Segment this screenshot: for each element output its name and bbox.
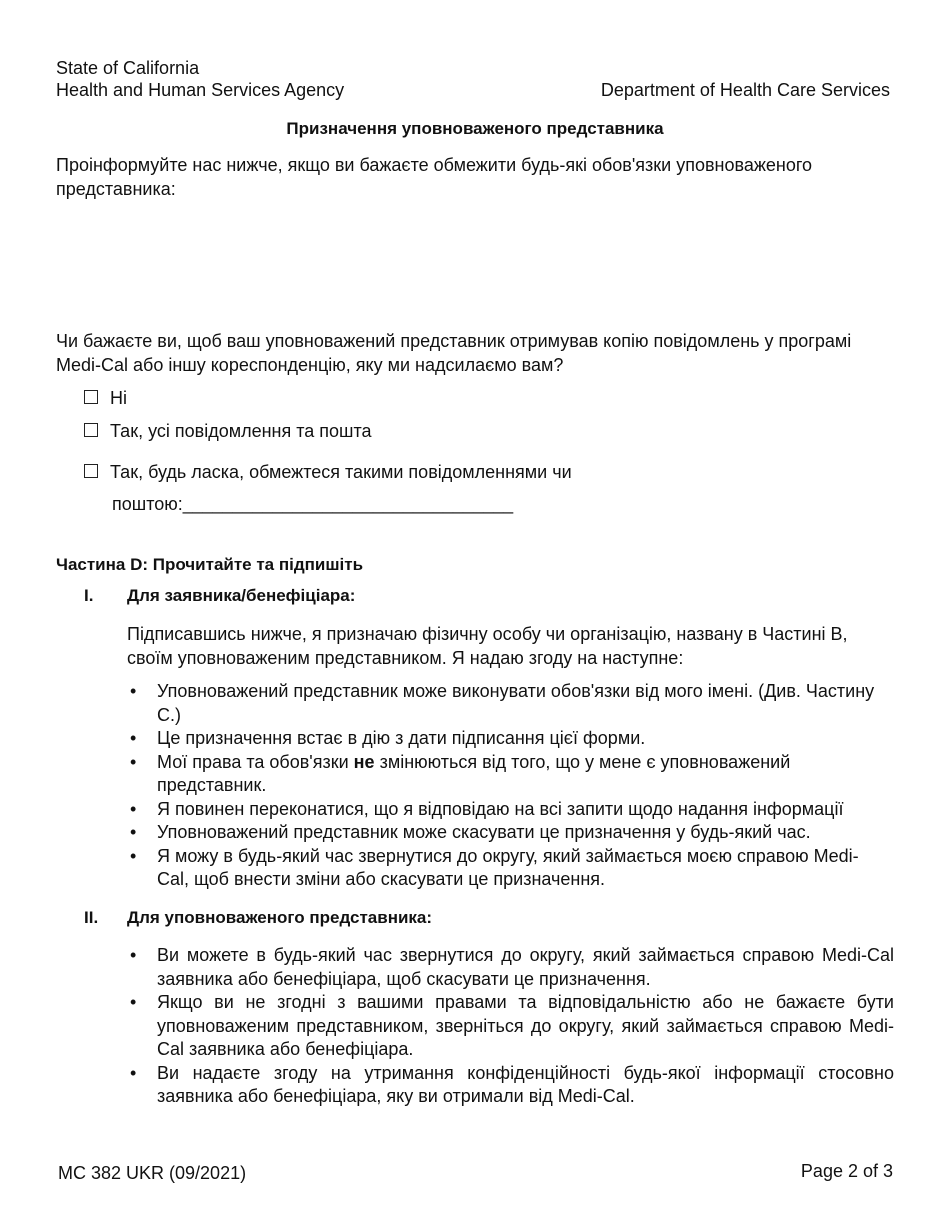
copy-question: Чи бажаєте ви, щоб ваш уповноважений представник отримував копію повідомлень у програмі Medi-Cal або іншу кореспонденцію, яку ми надсилаємо вам? — [56, 331, 852, 375]
option-yes-all-label: Так, усі повідомлення та пошта — [110, 421, 372, 441]
bullet-text: Ви можете в будь-який час звернутися до округу, який займається справою Medi-Cal заявника або бенефіціара, щоб скасувати це призначення. — [157, 945, 894, 989]
section2-numeral: II. — [84, 908, 99, 927]
section1-intro: Підписавшись нижче, я призначаю фізичну особу чи організацію, названу в Частині B, своїм уповноваженим представником. Я надаю згоду на наступне: — [127, 624, 848, 668]
section2-bullets — [127, 944, 894, 1109]
checkbox-yes-limited[interactable] — [84, 464, 98, 478]
list-item: • Я повинен переконатися, що я відповідаю на всі запити щодо надання інформації — [130, 798, 844, 819]
page-title: Призначення уповноваженого представника — [286, 119, 664, 138]
limit-prompt: Проінформуйте нас нижче, якщо ви бажаєте обмежити будь-які обов'язки уповноваженого представника: — [56, 155, 813, 199]
list-item: • Це призначення встає в дію з дати підписання цієї форми. — [130, 728, 646, 748]
option-yes-limited-label: Так, будь ласка, обмежтеся такими повідомленнями чи — [110, 462, 572, 482]
section1-title: Для заявника/бенефіціара: — [127, 586, 356, 605]
bullet-text: Я можу в будь-який час звернутися до округу, який займається моєю справою Medi-Cal, щоб внести зміни або скасувати це призначення. — [157, 845, 859, 889]
bullet-text: Я повинен переконатися, що я відповідаю на всі запити щодо надання інформації — [157, 798, 844, 819]
page-number: Page 2 of 3 — [800, 1161, 893, 1181]
section1-bullets — [127, 680, 887, 892]
bullet-text-bold: не — [353, 751, 375, 772]
option-yes-limited[interactable] — [84, 462, 572, 483]
bullet-text: Це призначення встає в дію з дати підписання цієї форми. — [157, 728, 646, 748]
section1-numeral: I. — [84, 586, 94, 605]
option-no-label: Ні — [110, 388, 127, 408]
list-item: • Ви надаєте згоду на утримання конфіденційності будь-якої інформації стосовно заявника або бенефіціара, яку ви отримали від Medi-Cal. — [130, 1062, 894, 1106]
list-item: • Якщо ви не згодні з вашими правами та відповідальністю або не бажаєте бути уповноваженим представником, зверніться до округу, який займається справою Medi-Cal заявника або бенефіціара. — [130, 992, 894, 1059]
section2-title: Для уповноваженого представника: — [127, 908, 433, 927]
bullet-text: Якщо ви не згодні з вашими правами та відповідальністю або не бажаєте бути уповноваженим представником, зверніться до округу, який займається справою Medi-Cal заявника або бенефіціара. — [157, 992, 894, 1059]
bullet-text-after: змінюються від того, що у мене є уповноважений представник. — [157, 751, 791, 795]
list-item: • Уповноважений представник може скасувати це призначення у будь-який час. — [130, 822, 811, 842]
checkbox-yes-all[interactable] — [84, 423, 98, 437]
header-department: Department of Health Care Services — [600, 80, 890, 100]
header-state: State of California — [56, 58, 200, 78]
part-d-heading: Частина D: Прочитайте та підпишіть — [56, 555, 364, 574]
option-yes-all[interactable] — [84, 421, 372, 442]
list-item: • Уповноважений представник може виконувати обов'язки від мого імені. (Див. Частину C.) — [130, 681, 875, 725]
checkbox-no[interactable] — [84, 390, 98, 404]
list-item: • Мої права та обов'язки не змінюються від того, що у мене є уповноважений представник. — [130, 751, 791, 795]
bullet-text: Ви надаєте згоду на утримання конфіденційності будь-якої інформації стосовно заявника або бенефіціара, яку ви отримали від Medi-Cal. — [157, 1062, 894, 1106]
form-id: MC 382 UKR (09/2021) — [58, 1163, 247, 1183]
bullet-text: Уповноважений представник може виконувати обов'язки від мого імені. (Див. Частину C.) — [157, 681, 875, 725]
limited-mail-field[interactable]: поштою:_________________________________ — [112, 494, 514, 514]
bullet-text: Уповноважений представник може скасувати це призначення у будь-який час. — [157, 822, 811, 842]
bullet-text-before: Мої права та обов'язки — [157, 751, 354, 772]
header-agency: Health and Human Services Agency — [56, 80, 345, 100]
option-no[interactable] — [84, 388, 127, 409]
list-item: • Ви можете в будь-який час звернутися до округу, який займається справою Medi-Cal заявника або бенефіціара, щоб скасувати це призначення. — [130, 945, 894, 989]
limit-answer-area[interactable] — [56, 210, 896, 320]
list-item: • Я можу в будь-який час звернутися до округу, який займається моєю справою Medi-Cal, щоб внести зміни або скасувати це призначення. — [130, 845, 859, 889]
